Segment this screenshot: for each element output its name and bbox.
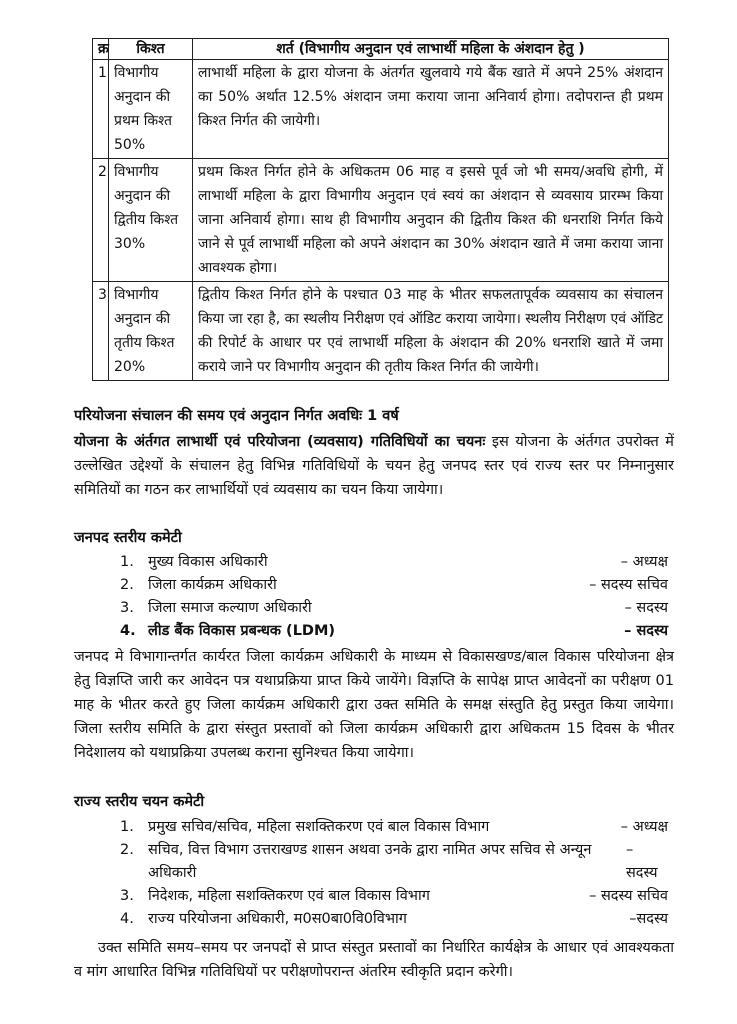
- selection-paragraph: [74, 430, 674, 502]
- list-item: [120, 885, 668, 908]
- period-line: परियोजना संचालन की समय एवं अनुदान निर्गत अवधिः 1 वर्ष: [74, 408, 399, 424]
- row-number: 3: [93, 282, 109, 381]
- member-name: प्रमुख सचिव/सचिव, महिला सशक्तिकरण एवं बाल विकास विभाग: [148, 819, 490, 835]
- list-item: [120, 816, 668, 839]
- header-installment: किश्त: [109, 39, 193, 60]
- member-role: – सदस्य सचिव: [589, 888, 668, 904]
- member-name: राज्य परियोजना अधिकारी, म0स0बा0वि0विभाग: [148, 911, 407, 927]
- installment-condition: प्रथम किश्त निर्गत होने के अधिकतम 06 माह व इससे पूर्व जो भी समय/अवधि होगी, में लाभार्थी महिला के द्वारा विभागीय अनुदान एवं स्वयं का अंशदान से व्यवसाय प्रारम्भ किया जाना अनिवार्य होगा। साथ ही विभागीय अनुदान की द्वितीय किश्त की धनराशि निर्गत किये जाने से पूर्व लाभार्थी महिला को अपने अंशदान का 30% अंशदान खाते में जमा कराया जाना आवश्यक होगा।: [193, 159, 669, 282]
- item-number: 4.: [120, 911, 134, 927]
- member-name: मुख्य विकास अधिकारी: [148, 554, 268, 570]
- member-role: – सदस्य: [624, 600, 668, 616]
- list-item: [120, 551, 668, 574]
- item-number: 1.: [120, 554, 134, 570]
- member-name: लीड बैंक विकास प्रबन्धक (LDM): [148, 623, 336, 639]
- item-number: 2.: [120, 842, 134, 858]
- member-name: सचिव, वित्त विभाग उत्तराखण्ड शासन अथवा उनके द्वारा नामित अपर सचिव से अन्यून अधिकारी: [148, 842, 592, 881]
- table-row: [93, 60, 669, 159]
- header-condition: शर्त (विभागीय अनुदान एवं लाभार्थी महिला के अंशदान हेतु ): [193, 39, 669, 60]
- state-committee-list: [120, 816, 668, 931]
- member-role: –सदस्य: [629, 911, 668, 927]
- installment-table: [92, 38, 669, 381]
- member-name: निदेशक, महिला सशक्तिकरण एवं बाल विकास विभाग: [148, 888, 430, 904]
- closing-paragraph: उक्त समिति समय–समय पर जनपदों से प्राप्त संस्तुत प्रस्तावों का निर्धारित कार्यक्षेत्र के आधार एवं आवश्यकता व मांग आधारित विभिन्न गतिविधियों पर परीक्षणोपरान्त अंतरिम स्वीकृति प्रदान करेगी।: [74, 940, 674, 980]
- item-number: 1.: [120, 819, 134, 835]
- list-item: [120, 839, 668, 885]
- item-number: 3.: [120, 888, 134, 904]
- list-item: [120, 574, 668, 597]
- selection-heading: योजना के अंर्तगत लाभार्थी एवं परियोजना (व्यवसाय) गतिविधियों का चयनः: [74, 434, 486, 450]
- installment-condition: लाभार्थी महिला के द्वारा योजना के अंतर्गत खुलवाये गये बैंक खाते में अपने 25% अंशदान का 50% अर्थात 12.5% अंशदान जमा कराया जाना अनिवार्य होगा। तदोपरान्त ही प्रथम किश्त निर्गत की जायेगी।: [193, 60, 669, 159]
- member-role: – अध्यक्ष: [620, 819, 668, 835]
- district-committee-title: जनपद स्तरीय कमेटी: [74, 530, 182, 546]
- installment-condition: द्वितीय किश्त निर्गत होने के पश्चात 03 माह के भीतर सफलतापूर्वक व्यवसाय का संचालन किया जा रहा है, का स्थलीय निरीक्षण एवं ऑडिट कराया जायेगा। स्थलीय निरीक्षण एवं ऑडिट की रिपोर्ट के आधार पर एवं लाभार्थी महिला के अंशदान की 20% धनराशि खाते में जमा कराये जाने पर विभागीय अनुदान की तृतीय किश्त निर्गत की जायेगी।: [193, 282, 669, 381]
- header-serial: क्र: [93, 39, 109, 60]
- district-paragraph: जनपद मे विभागान्तर्गत कार्यरत जिला कार्यक्रम अधिकारी के माध्यम से विकासखण्ड/बाल विकास परियोजना क्षेत्र हेतु विज्ञप्ति जारी कर आवेदन पत्र यथाप्रक्रिया प्राप्त किये जायेंगे। विज्ञप्ति के सापेक्ष प्राप्त आवेदनों का परीक्षण 01 माह के भीतर करते हुए जिला कार्यक्रम अधिकारी द्वारा उक्त समिति के समक्ष संस्तुति हेतु प्रस्तुत किया जायेगा। जिला स्तरीय समिति के द्वारा संस्तुत प्रस्तावों को जिला कार्यक्रम अधिकारी द्वारा अधिकतम 15 दिवस के भीतर निदेशालय को यथाप्रक्रिया उपलब्ध कराना सुनिश्चत किया जायेगा।: [74, 649, 674, 761]
- district-committee-list: [120, 551, 668, 643]
- row-number: 1: [93, 60, 109, 159]
- member-role: – सदस्य सचिव: [589, 577, 668, 593]
- table-header-row: [93, 39, 669, 60]
- member-role: – सदस्य: [626, 842, 658, 881]
- table-row: [93, 282, 669, 381]
- installment-name: विभागीय अनुदान की द्वितीय किश्त 30%: [109, 159, 193, 282]
- item-number: 2.: [120, 577, 134, 593]
- list-item: [120, 597, 668, 620]
- member-name: जिला समाज कल्याण अधिकारी: [148, 600, 312, 616]
- list-item: [120, 620, 668, 643]
- installment-name: विभागीय अनुदान की तृतीय किश्त 20%: [109, 282, 193, 381]
- list-item: [120, 908, 668, 931]
- row-number: 2: [93, 159, 109, 282]
- member-role: – अध्यक्ष: [620, 554, 668, 570]
- item-number: 3.: [120, 600, 134, 616]
- item-number: 4.: [120, 623, 136, 639]
- selection-text: इस योजना के अंर्तगत उपरोक्त में उल्लेखित उद्देश्यों के संचालन हेतु विभिन्न गतिविधियों के चयन हेतु जनपद स्तर एवं राज्य स्तर पर निम्नानुसार समितियों का गठन कर लाभार्थियों एवं व्यवसाय का चयन किया जायेगा।: [74, 434, 674, 498]
- state-committee-title: राज्य स्तरीय चयन कमेटी: [74, 794, 205, 810]
- table-row: [93, 159, 669, 282]
- member-role: – सदस्य: [624, 623, 668, 639]
- member-name: जिला कार्यक्रम अधिकारी: [148, 577, 277, 593]
- installment-name: विभागीय अनुदान की प्रथम किश्त 50%: [109, 60, 193, 159]
